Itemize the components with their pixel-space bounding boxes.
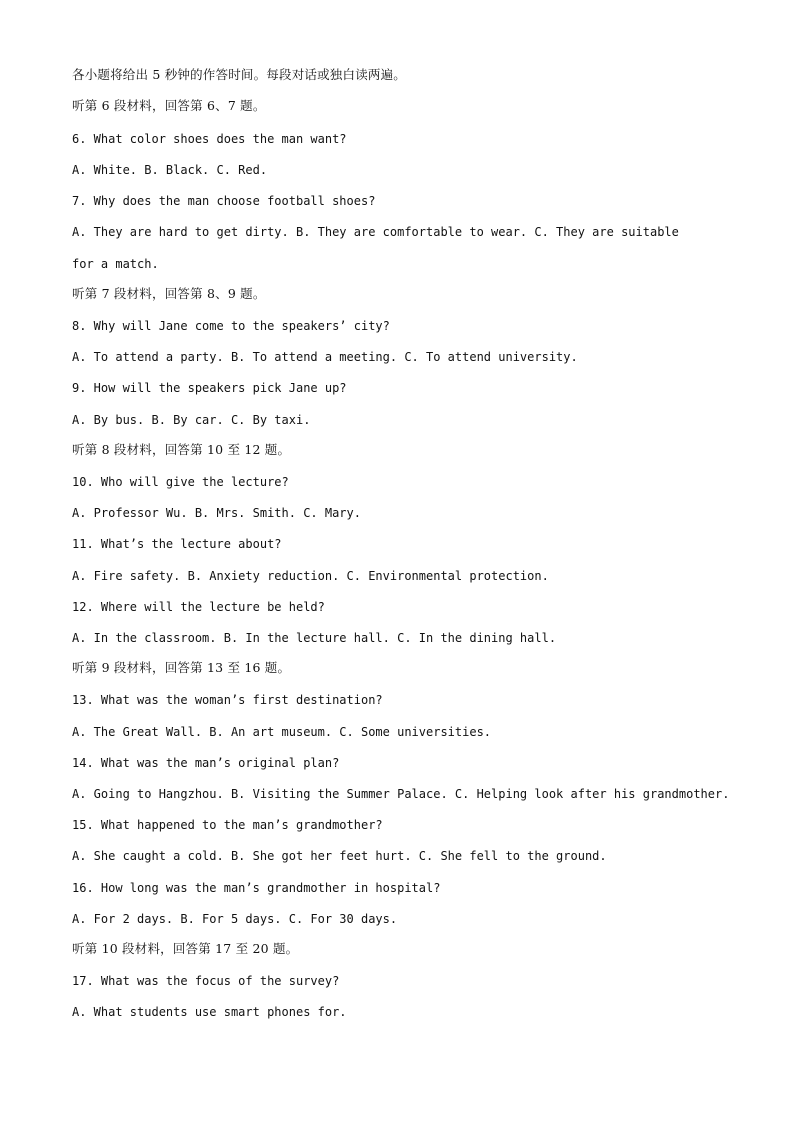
options-15: A. She caught a cold. B. She got her feet hurt. C. She fell to the ground.: [72, 849, 607, 863]
options-11: A. Fire safety. B. Anxiety reduction. C. Environmental protection.: [72, 569, 549, 583]
options-13: A. The Great Wall. B. An art museum. C. Some universities.: [72, 725, 492, 739]
options-16: A. For 2 days. B. For 5 days. C. For 30 days.: [72, 912, 398, 926]
question-13: 13. What was the woman’s first destination?: [72, 693, 383, 707]
options-8: A. To attend a party. B. To attend a meeting. C. To attend university.: [72, 350, 578, 364]
options-7: A. They are hard to get dirty. B. They are comfortable to wear. C. They are suitable for a match.: [72, 225, 679, 271]
options-14: A. Going to Hangzhou. B. Visiting the Summer Palace. C. Helping look after his grandmother.: [72, 787, 730, 801]
section-heading-7: 听第 7 段材料，回答第 8、9 题。: [72, 286, 266, 301]
section-heading-9: 听第 9 段材料，回答第 13 至 16 题。: [72, 660, 291, 675]
options-12: A. In the classroom. B. In the lecture hall. C. In the dining hall.: [72, 631, 557, 645]
question-15: 15. What happened to the man’s grandmother?: [72, 818, 383, 832]
options-6: A. White. B. Black. C. Red.: [72, 163, 268, 177]
question-11: 11. What’s the lecture about?: [72, 537, 282, 551]
options-17: A. What students use smart phones for.: [72, 1005, 347, 1019]
question-17: 17. What was the focus of the survey?: [72, 974, 340, 988]
question-8: 8. Why will Jane come to the speakers’ city?: [72, 319, 390, 333]
options-10: A. Professor Wu. B. Mrs. Smith. C. Mary.: [72, 506, 361, 520]
section-heading-8: 听第 8 段材料，回答第 10 至 12 题。: [72, 442, 291, 457]
question-14: 14. What was the man’s original plan?: [72, 756, 340, 770]
question-12: 12. Where will the lecture be held?: [72, 600, 325, 614]
question-6: 6. What color shoes does the man want?: [72, 132, 347, 146]
question-7: 7. Why does the man choose football shoes?: [72, 194, 376, 208]
section-heading-10: 听第 10 段材料，回答第 17 至 20 题。: [72, 941, 299, 956]
section-heading-6: 听第 6 段材料，回答第 6、7 题。: [72, 98, 266, 113]
instruction-line: 各小题将给出 5 秒钟的作答时间。每段对话或独白读两遍。: [72, 67, 407, 82]
question-9: 9. How will the speakers pick Jane up?: [72, 381, 347, 395]
options-9: A. By bus. B. By car. C. By taxi.: [72, 413, 311, 427]
question-10: 10. Who will give the lecture?: [72, 475, 289, 489]
question-16: 16. How long was the man’s grandmother in hospital?: [72, 881, 441, 895]
